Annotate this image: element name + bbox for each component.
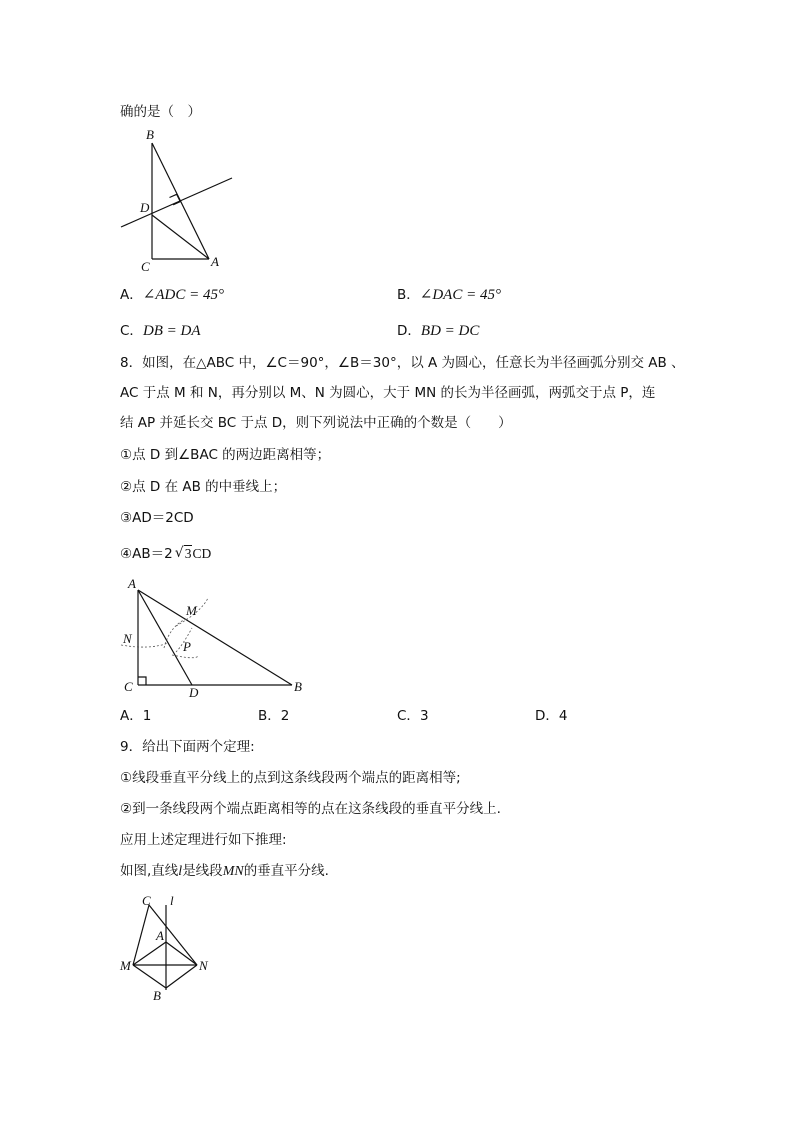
q8-option-b[interactable] [258, 707, 289, 725]
q9-theorem-1: ①线段垂直平分线上的点到这条线段两个端点的距离相等; [120, 770, 461, 786]
q7-label-c: C [141, 259, 150, 274]
q7-option-c-letter: C． [120, 323, 143, 339]
q8-label-d: D [189, 685, 199, 700]
q7-label-d: D [140, 200, 150, 215]
q7-option-b-text: ∠DAC = 45° [419, 287, 501, 303]
q8-statement-1: ①点 D 到∠BAC 的两边距离相等； [120, 447, 331, 463]
q9-line-5 [120, 862, 329, 881]
q9-label-a: A [156, 928, 164, 943]
q8-statement-2: ②点 D 在 AB 的中垂线上； [120, 479, 287, 495]
q8-line-3: 结 AP 并延长交 BC 于点 D，则下列说法中正确的个数是（ ） [120, 415, 512, 431]
q9-label-m: M [120, 958, 131, 973]
q7-option-a-letter: A． [120, 287, 143, 303]
q7-option-b[interactable] [397, 286, 501, 304]
q8-option-d[interactable] [535, 707, 568, 725]
q7-option-b-letter: B． [397, 287, 420, 303]
q7-option-c-text: DB = DA [142, 323, 201, 339]
q8-option-c[interactable] [397, 707, 429, 725]
q8-label-b: B [294, 679, 302, 694]
q8-statement-4-suffix: CD [192, 546, 212, 561]
q8-option-a[interactable] [120, 707, 151, 725]
q8-label-m: M [186, 603, 197, 618]
q7-option-a-text: ∠ADC = 45° [142, 287, 224, 303]
q8-option-b-text: 2 [280, 708, 290, 724]
q8-line-2: AC 于点 M 和 N，再分别以 M、N 为圆心，大于 MN 的长为半径画弧，两弧交于点 P，连 [120, 385, 656, 401]
q8-line-1: 8．如图，在△ABC 中，∠C＝90°，∠B＝30°，以 A 为圆心，任意长为半径画弧分别交 AB 、 [120, 355, 685, 371]
q7-stem-tail: 确的是（ ） [120, 104, 201, 120]
q8-statement-4 [120, 545, 211, 563]
q9-line-4: 应用上述定理进行如下推理: [120, 832, 287, 848]
q9-line-5-part-a: 如图,直线 [120, 863, 179, 879]
q8-option-d-text: 4 [558, 708, 568, 724]
q7-label-b: B [146, 127, 154, 142]
q9-line-5-part-c: 的垂直平分线. [243, 863, 329, 879]
q8-label-p: P [183, 639, 191, 654]
q7-option-d-letter: D． [397, 323, 421, 339]
q9-line-5-mn: MN [222, 864, 244, 879]
q8-option-a-letter: A． [120, 708, 143, 724]
q7-option-a[interactable] [120, 286, 224, 304]
q8-option-c-text: 3 [419, 708, 429, 724]
q8-option-c-letter: C． [397, 708, 420, 724]
sqrt-symbol: √ 3 [174, 545, 192, 561]
q8-statement-3: ③AD＝2CD [120, 510, 194, 526]
q9-line-5-l: l [178, 864, 183, 879]
q8-option-d-letter: D． [535, 708, 559, 724]
q8-label-n: N [123, 631, 132, 646]
q8-label-a: A [128, 576, 136, 591]
q7-label-a: A [211, 254, 219, 269]
q7-option-d-text: BD = DC [420, 323, 480, 339]
q7-option-c[interactable] [120, 322, 201, 340]
q9-line-1: 9．给出下面两个定理: [120, 739, 255, 755]
q8-option-b-letter: B． [258, 708, 281, 724]
q9-label-l: l [170, 893, 174, 908]
q8-label-c: C [124, 679, 133, 694]
q7-option-d[interactable] [397, 322, 479, 340]
q9-theorem-2: ②到一条线段两个端点距离相等的点在这条线段的垂直平分线上. [120, 801, 501, 817]
q8-statement-4-prefix: ④AB＝2 [120, 546, 173, 562]
q8-option-a-text: 1 [142, 708, 152, 724]
q9-label-c: C [142, 893, 151, 908]
q9-label-b: B [153, 988, 161, 1003]
q9-line-5-part-b: 是线段 [182, 863, 223, 879]
q9-label-n: N [199, 958, 208, 973]
q8-statement-4-radicand: 3 [184, 546, 192, 561]
